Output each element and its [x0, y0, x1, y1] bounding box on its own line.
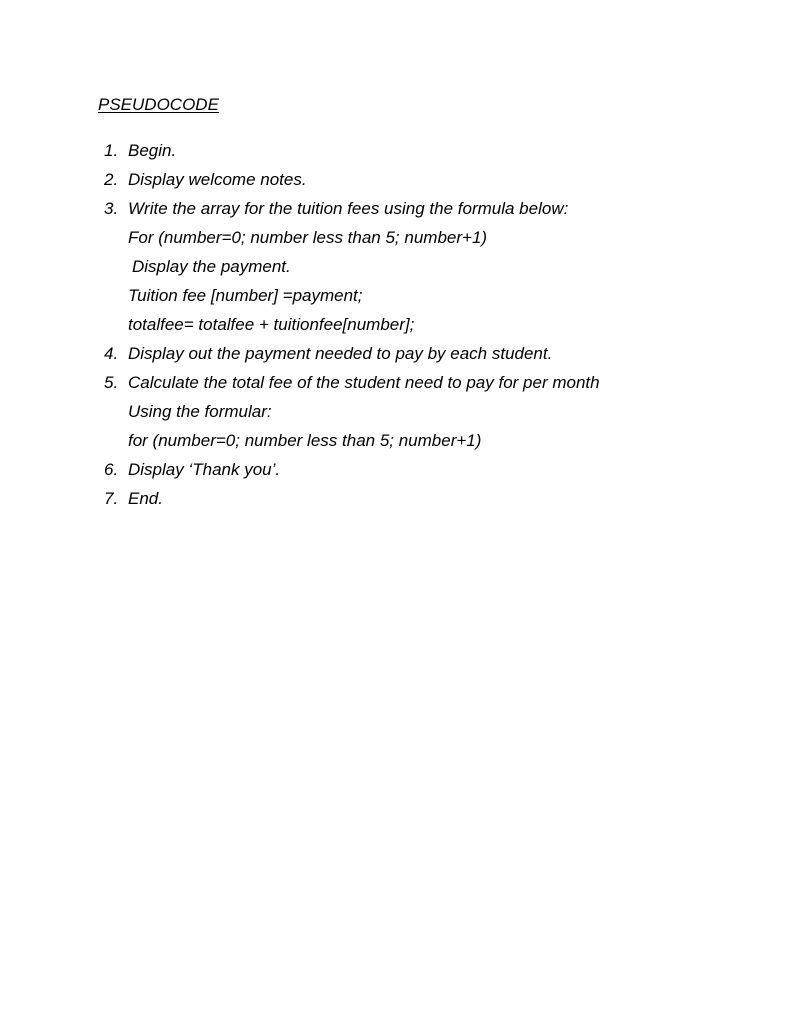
- step-number: 2.: [104, 170, 119, 189]
- step-continuation-line: totalfee= totalfee + tuitionfee[number];: [128, 315, 415, 334]
- step-number: 6.: [104, 460, 119, 479]
- pseudocode-steps: [104, 136, 764, 513]
- step-continuation-line: Display the payment.: [132, 257, 291, 276]
- step-5: [104, 368, 764, 455]
- step-6: [104, 455, 764, 484]
- step-7: [104, 484, 764, 513]
- step-text: Begin.: [128, 141, 177, 160]
- step-number: 5.: [104, 373, 119, 392]
- step-number: 4.: [104, 344, 119, 363]
- step-continuation-line: Using the formular:: [128, 402, 272, 421]
- step-3: [104, 194, 764, 339]
- step-text: Write the array for the tuition fees using the formula below:: [128, 199, 569, 218]
- document-heading: PSEUDOCODE: [98, 95, 219, 114]
- step-text: Display welcome notes.: [128, 170, 307, 189]
- step-2: [104, 165, 764, 194]
- step-number: 1.: [104, 141, 119, 160]
- step-1: [104, 136, 764, 165]
- step-4: [104, 339, 764, 368]
- step-text: Display ‘Thank you’.: [128, 460, 281, 479]
- step-text: Calculate the total fee of the student need to pay for per month: [128, 373, 600, 392]
- step-number: 7.: [104, 489, 119, 508]
- step-text: End.: [128, 489, 163, 508]
- step-number: 3.: [104, 199, 119, 218]
- step-continuation-line: For (number=0; number less than 5; number+1): [128, 228, 488, 247]
- step-text: Display out the payment needed to pay by each student.: [128, 344, 553, 363]
- step-continuation-line: Tuition fee [number] =payment;: [128, 286, 363, 305]
- step-continuation-line: for (number=0; number less than 5; number+1): [128, 431, 482, 450]
